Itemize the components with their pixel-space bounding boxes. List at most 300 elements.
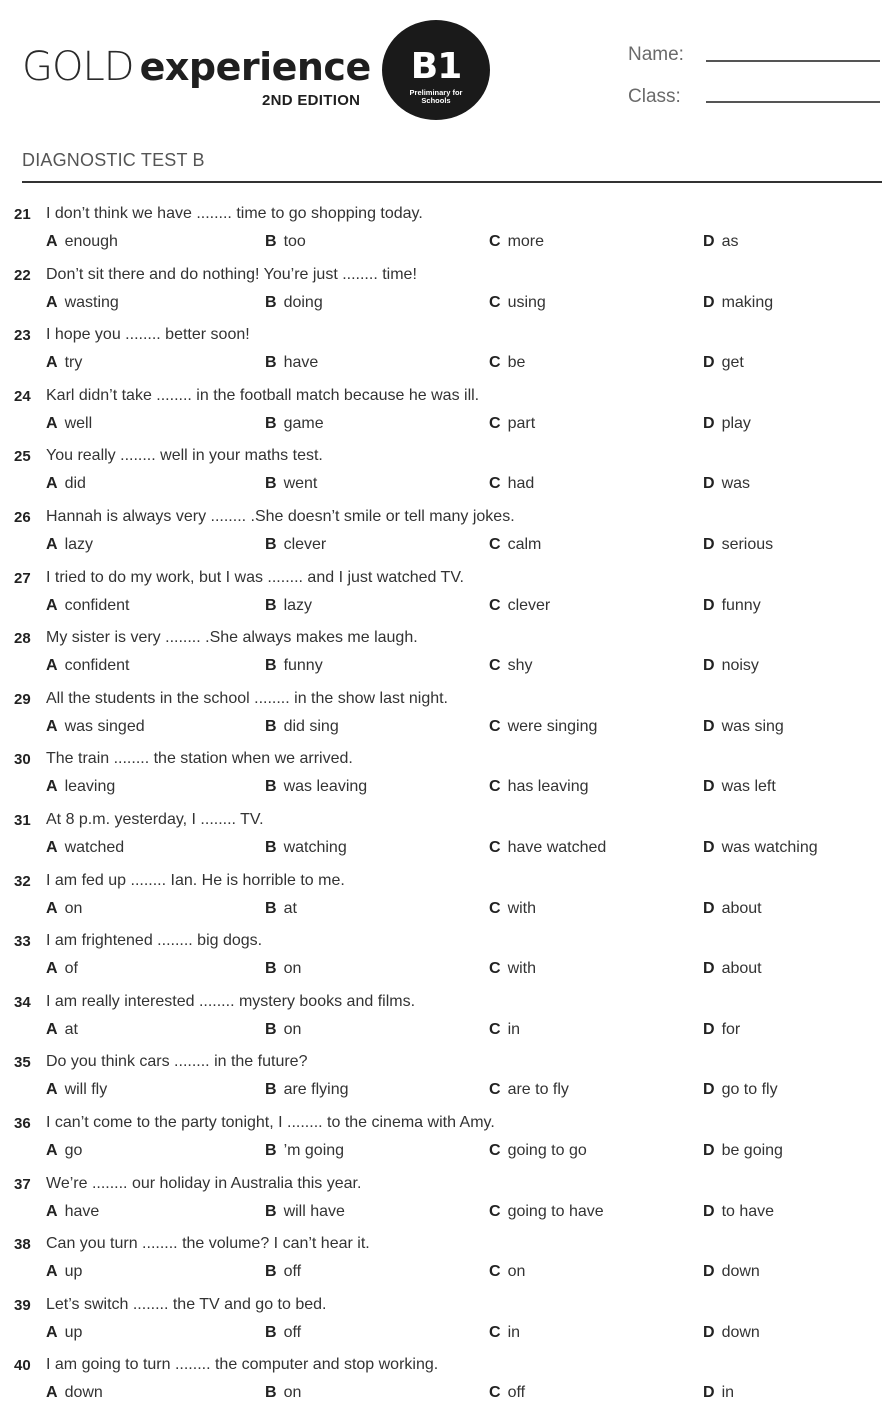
option-text: are to fly bbox=[507, 1081, 569, 1099]
option-b[interactable] bbox=[265, 597, 312, 615]
option-letter: A bbox=[46, 1384, 58, 1402]
option-letter: B bbox=[265, 1323, 277, 1341]
option-text: clever bbox=[283, 535, 327, 553]
question-text: Hannah is always very ........ .She doesn’t smile or tell many jokes. bbox=[46, 507, 515, 525]
edition-label: 2ND EDITION bbox=[262, 92, 361, 109]
option-d[interactable] bbox=[703, 1203, 774, 1221]
level-badge bbox=[382, 20, 490, 120]
option-text: confident bbox=[64, 657, 130, 675]
question-number: 31 bbox=[14, 811, 31, 829]
option-letter: C bbox=[489, 414, 501, 432]
badge-subtitle: Preliminary for Schools bbox=[409, 88, 463, 105]
option-text: have watched bbox=[507, 838, 607, 856]
option-a[interactable] bbox=[46, 1081, 107, 1099]
option-a[interactable] bbox=[46, 536, 93, 554]
option-letter: B bbox=[265, 1202, 277, 1220]
question-item bbox=[0, 747, 882, 808]
brand-experience: experience bbox=[139, 45, 371, 89]
option-text: are flying bbox=[283, 1081, 349, 1099]
option-d[interactable] bbox=[703, 657, 759, 675]
option-text: play bbox=[721, 414, 751, 432]
option-letter: B bbox=[265, 414, 277, 432]
option-a[interactable] bbox=[46, 294, 119, 312]
option-text: did sing bbox=[283, 717, 339, 735]
option-d[interactable] bbox=[703, 354, 744, 372]
option-b[interactable] bbox=[265, 475, 317, 493]
option-text: were singing bbox=[507, 717, 598, 735]
option-text: in bbox=[721, 1384, 735, 1402]
option-letter: C bbox=[489, 1263, 501, 1281]
option-letter: D bbox=[703, 1384, 715, 1402]
question-text: I am going to turn ........ the computer and stop working. bbox=[46, 1356, 439, 1374]
question-item bbox=[0, 1050, 882, 1111]
option-c[interactable] bbox=[489, 354, 525, 372]
option-letter: C bbox=[489, 535, 501, 553]
question-item bbox=[0, 1353, 882, 1414]
option-letter: C bbox=[489, 778, 501, 796]
question-text: You really ........ well in your maths test. bbox=[46, 447, 323, 465]
option-letter: C bbox=[489, 475, 501, 493]
option-letter: C bbox=[489, 657, 501, 675]
option-letter: B bbox=[265, 657, 277, 675]
question-number: 36 bbox=[14, 1114, 31, 1132]
option-letter: B bbox=[265, 778, 277, 796]
option-text: funny bbox=[283, 657, 323, 675]
option-a[interactable] bbox=[46, 1142, 82, 1160]
question-text: I am frightened ........ big dogs. bbox=[46, 932, 263, 950]
option-letter: D bbox=[703, 354, 715, 372]
option-text: get bbox=[721, 354, 744, 372]
option-text: watching bbox=[283, 838, 347, 856]
option-letter: B bbox=[265, 960, 277, 978]
option-c[interactable] bbox=[489, 1384, 525, 1402]
question-text: I tried to do my work, but I was ........ and I just watched TV. bbox=[46, 568, 464, 586]
option-letter: B bbox=[265, 535, 277, 553]
option-a[interactable] bbox=[46, 475, 86, 493]
option-c[interactable] bbox=[489, 294, 546, 312]
option-letter: C bbox=[489, 960, 501, 978]
question-item bbox=[0, 626, 882, 687]
option-text: at bbox=[64, 1020, 78, 1038]
option-letter: C bbox=[489, 596, 501, 614]
option-text: enough bbox=[64, 233, 118, 250]
option-letter: D bbox=[703, 293, 715, 311]
option-a[interactable] bbox=[46, 354, 82, 372]
option-text: game bbox=[283, 414, 324, 432]
option-text: went bbox=[283, 475, 318, 493]
option-a[interactable] bbox=[46, 960, 78, 978]
option-letter: B bbox=[265, 354, 277, 372]
option-d[interactable] bbox=[703, 415, 751, 433]
option-text: watched bbox=[64, 838, 125, 856]
question-number: 38 bbox=[14, 1236, 31, 1254]
option-d[interactable] bbox=[703, 475, 750, 493]
option-letter: A bbox=[46, 596, 58, 614]
option-a[interactable] bbox=[46, 597, 130, 615]
option-b[interactable] bbox=[265, 1384, 301, 1402]
option-c[interactable] bbox=[489, 233, 544, 251]
option-text: has leaving bbox=[507, 778, 589, 796]
option-letter: A bbox=[46, 717, 58, 735]
option-c[interactable] bbox=[489, 1263, 525, 1281]
question-item bbox=[0, 1111, 882, 1172]
option-text: going to go bbox=[507, 1141, 587, 1159]
question-text: My sister is very ........ .She always makes me laugh. bbox=[46, 629, 418, 647]
option-b[interactable] bbox=[265, 718, 339, 736]
option-text: was singed bbox=[64, 717, 145, 735]
option-text: going to have bbox=[507, 1202, 604, 1220]
option-text: to have bbox=[721, 1202, 775, 1220]
option-letter: A bbox=[46, 354, 58, 372]
option-letter: A bbox=[46, 960, 58, 978]
option-d[interactable] bbox=[703, 1021, 740, 1039]
option-letter: A bbox=[46, 778, 58, 796]
option-b[interactable] bbox=[265, 900, 297, 918]
option-d[interactable] bbox=[703, 294, 773, 312]
option-letter: D bbox=[703, 899, 715, 917]
option-text: confident bbox=[64, 596, 130, 614]
option-text: was left bbox=[721, 778, 776, 796]
option-c[interactable] bbox=[489, 1021, 520, 1039]
option-text: as bbox=[721, 233, 739, 250]
option-text: using bbox=[507, 293, 546, 311]
option-text: was sing bbox=[721, 717, 784, 735]
option-text: in bbox=[507, 1323, 521, 1341]
option-letter: C bbox=[489, 233, 501, 250]
option-text: was leaving bbox=[283, 778, 368, 796]
option-a[interactable] bbox=[46, 1021, 78, 1039]
option-letter: D bbox=[703, 657, 715, 675]
option-c[interactable] bbox=[489, 839, 606, 857]
option-b[interactable] bbox=[265, 1142, 344, 1160]
option-letter: D bbox=[703, 1081, 715, 1099]
option-c[interactable] bbox=[489, 1142, 587, 1160]
option-letter: C bbox=[489, 1323, 501, 1341]
option-d[interactable] bbox=[703, 1263, 760, 1281]
option-c[interactable] bbox=[489, 778, 589, 796]
option-b[interactable] bbox=[265, 1021, 301, 1039]
question-number: 28 bbox=[14, 630, 31, 648]
question-list bbox=[0, 202, 882, 1414]
option-d[interactable] bbox=[703, 960, 762, 978]
option-text: making bbox=[721, 293, 774, 311]
option-text: ’m going bbox=[283, 1141, 345, 1159]
option-letter: B bbox=[265, 899, 277, 917]
option-b[interactable] bbox=[265, 1081, 348, 1099]
option-text: on bbox=[283, 1020, 302, 1038]
question-item bbox=[0, 990, 882, 1051]
question-item bbox=[0, 323, 882, 384]
question-number: 29 bbox=[14, 690, 31, 708]
option-letter: B bbox=[265, 1020, 277, 1038]
option-letter: D bbox=[703, 1020, 715, 1038]
option-text: try bbox=[64, 354, 83, 372]
option-text: at bbox=[283, 899, 297, 917]
option-text: on bbox=[283, 1384, 302, 1402]
question-number: 24 bbox=[14, 387, 31, 405]
option-a[interactable] bbox=[46, 778, 115, 796]
option-text: down bbox=[721, 1323, 760, 1341]
option-text: off bbox=[283, 1263, 302, 1281]
question-number: 30 bbox=[14, 751, 31, 769]
option-text: up bbox=[64, 1263, 83, 1281]
option-letter: B bbox=[265, 717, 277, 735]
option-d[interactable] bbox=[703, 778, 776, 796]
question-item bbox=[0, 869, 882, 930]
option-letter: A bbox=[46, 233, 58, 250]
option-c[interactable] bbox=[489, 657, 532, 675]
class-label: Class: bbox=[628, 86, 681, 107]
option-c[interactable] bbox=[489, 1081, 569, 1099]
option-letter: D bbox=[703, 1141, 715, 1159]
option-letter: A bbox=[46, 475, 58, 493]
option-b[interactable] bbox=[265, 354, 318, 372]
question-number: 27 bbox=[14, 569, 31, 587]
option-letter: A bbox=[46, 414, 58, 432]
option-b[interactable] bbox=[265, 839, 347, 857]
option-c[interactable] bbox=[489, 597, 550, 615]
option-a[interactable] bbox=[46, 1384, 103, 1402]
option-letter: C bbox=[489, 354, 501, 372]
question-item bbox=[0, 687, 882, 748]
option-letter: D bbox=[703, 535, 715, 553]
option-letter: D bbox=[703, 1263, 715, 1281]
option-letter: B bbox=[265, 1141, 277, 1159]
option-letter: D bbox=[703, 1202, 715, 1220]
question-number: 23 bbox=[14, 327, 31, 345]
option-letter: C bbox=[489, 1141, 501, 1159]
question-number: 26 bbox=[14, 508, 31, 526]
option-b[interactable] bbox=[265, 415, 324, 433]
option-letter: C bbox=[489, 1020, 501, 1038]
option-text: be going bbox=[721, 1141, 783, 1159]
question-text: I don’t think we have ........ time to go shopping today. bbox=[46, 205, 423, 222]
option-text: clever bbox=[507, 596, 551, 614]
question-number: 33 bbox=[14, 933, 31, 951]
question-number: 40 bbox=[14, 1357, 31, 1375]
question-number: 22 bbox=[14, 266, 31, 284]
option-c[interactable] bbox=[489, 900, 536, 918]
option-letter: A bbox=[46, 838, 58, 856]
option-letter: A bbox=[46, 293, 58, 311]
option-a[interactable] bbox=[46, 900, 82, 918]
option-a[interactable] bbox=[46, 657, 130, 675]
option-text: on bbox=[64, 899, 83, 917]
option-c[interactable] bbox=[489, 415, 535, 433]
option-letter: D bbox=[703, 838, 715, 856]
option-letter: D bbox=[703, 1323, 715, 1341]
option-c[interactable] bbox=[489, 718, 597, 736]
option-b[interactable] bbox=[265, 294, 323, 312]
option-letter: A bbox=[46, 1081, 58, 1099]
question-text: Don’t sit there and do nothing! You’re just ........ time! bbox=[46, 265, 417, 283]
option-d[interactable] bbox=[703, 1384, 734, 1402]
option-b[interactable] bbox=[265, 657, 323, 675]
option-text: well bbox=[64, 414, 93, 432]
option-d[interactable] bbox=[703, 597, 761, 615]
page-header bbox=[0, 0, 882, 190]
option-c[interactable] bbox=[489, 1324, 520, 1342]
question-item bbox=[0, 202, 882, 263]
option-letter: D bbox=[703, 717, 715, 735]
option-text: serious bbox=[721, 535, 774, 553]
option-text: will have bbox=[283, 1202, 345, 1220]
option-letter: C bbox=[489, 1202, 501, 1220]
option-letter: A bbox=[46, 1141, 58, 1159]
option-b[interactable] bbox=[265, 1324, 301, 1342]
option-text: did bbox=[64, 475, 86, 493]
option-b[interactable] bbox=[265, 1203, 345, 1221]
option-letter: B bbox=[265, 1081, 277, 1099]
question-item bbox=[0, 1172, 882, 1233]
option-text: funny bbox=[721, 596, 761, 614]
question-text: All the students in the school ........ in the show last night. bbox=[46, 689, 448, 707]
question-item bbox=[0, 808, 882, 869]
option-letter: B bbox=[265, 233, 277, 250]
question-text: Do you think cars ........ in the future? bbox=[46, 1053, 308, 1071]
option-letter: A bbox=[46, 657, 58, 675]
option-text: shy bbox=[507, 657, 533, 675]
option-c[interactable] bbox=[489, 960, 536, 978]
option-b[interactable] bbox=[265, 960, 301, 978]
option-text: of bbox=[64, 960, 78, 978]
option-d[interactable] bbox=[703, 1324, 760, 1342]
question-text: Can you turn ........ the volume? I can’t hear it. bbox=[46, 1235, 370, 1253]
option-text: too bbox=[283, 233, 306, 250]
option-text: had bbox=[507, 475, 535, 493]
option-d[interactable] bbox=[703, 1081, 778, 1099]
option-letter: C bbox=[489, 717, 501, 735]
option-c[interactable] bbox=[489, 1203, 604, 1221]
option-text: with bbox=[507, 899, 537, 917]
option-text: part bbox=[507, 414, 536, 432]
option-d[interactable] bbox=[703, 1142, 783, 1160]
option-d[interactable] bbox=[703, 718, 784, 736]
option-text: leaving bbox=[64, 778, 116, 796]
option-text: up bbox=[64, 1323, 83, 1341]
option-a[interactable] bbox=[46, 1203, 99, 1221]
option-text: calm bbox=[507, 535, 542, 553]
option-text: with bbox=[507, 960, 537, 978]
option-text: on bbox=[507, 1263, 526, 1281]
option-text: in bbox=[507, 1020, 521, 1038]
option-d[interactable] bbox=[703, 536, 773, 554]
question-text: The train ........ the station when we arrived. bbox=[46, 750, 353, 768]
option-letter: A bbox=[46, 899, 58, 917]
question-text: I hope you ........ better soon! bbox=[46, 326, 250, 344]
option-letter: D bbox=[703, 475, 715, 493]
option-a[interactable] bbox=[46, 1324, 82, 1342]
option-text: for bbox=[721, 1020, 741, 1038]
option-text: was watching bbox=[721, 838, 818, 856]
question-item bbox=[0, 263, 882, 324]
option-letter: B bbox=[265, 838, 277, 856]
option-letter: C bbox=[489, 1384, 501, 1402]
option-letter: A bbox=[46, 1020, 58, 1038]
option-text: lazy bbox=[283, 596, 313, 614]
option-text: doing bbox=[283, 293, 323, 311]
question-number: 21 bbox=[14, 206, 31, 223]
option-letter: D bbox=[703, 233, 715, 250]
option-letter: C bbox=[489, 838, 501, 856]
question-text: I can’t come to the party tonight, I ........ to the cinema with Amy. bbox=[46, 1113, 495, 1131]
option-b[interactable] bbox=[265, 778, 367, 796]
option-text: was bbox=[721, 475, 751, 493]
question-item bbox=[0, 505, 882, 566]
option-text: about bbox=[721, 960, 762, 978]
option-b[interactable] bbox=[265, 1263, 301, 1281]
question-number: 35 bbox=[14, 1054, 31, 1072]
option-text: off bbox=[283, 1323, 302, 1341]
option-c[interactable] bbox=[489, 475, 534, 493]
option-letter: B bbox=[265, 1384, 277, 1402]
question-text: I am really interested ........ mystery books and films. bbox=[46, 992, 416, 1010]
option-letter: D bbox=[703, 960, 715, 978]
option-letter: A bbox=[46, 1323, 58, 1341]
question-text: At 8 p.m. yesterday, I ........ TV. bbox=[46, 810, 264, 828]
option-a[interactable] bbox=[46, 839, 124, 857]
option-d[interactable] bbox=[703, 839, 818, 857]
option-letter: B bbox=[265, 1263, 277, 1281]
option-text: noisy bbox=[721, 657, 759, 675]
option-a[interactable] bbox=[46, 1263, 82, 1281]
option-b[interactable] bbox=[265, 233, 306, 251]
question-text: I am fed up ........ Ian. He is horrible to me. bbox=[46, 871, 345, 889]
brand-gold: GOLD bbox=[22, 44, 134, 90]
option-text: go bbox=[64, 1141, 83, 1159]
option-text: lazy bbox=[64, 535, 94, 553]
option-text: down bbox=[721, 1263, 760, 1281]
name-line[interactable] bbox=[706, 60, 880, 62]
question-number: 32 bbox=[14, 872, 31, 890]
option-d[interactable] bbox=[703, 900, 762, 918]
brand-logo bbox=[22, 44, 371, 90]
question-item bbox=[0, 1232, 882, 1293]
option-letter: C bbox=[489, 1081, 501, 1099]
option-d[interactable] bbox=[703, 233, 738, 251]
option-a[interactable] bbox=[46, 718, 145, 736]
option-c[interactable] bbox=[489, 536, 541, 554]
option-a[interactable] bbox=[46, 415, 92, 433]
question-number: 25 bbox=[14, 448, 31, 466]
question-text: We’re ........ our holiday in Australia this year. bbox=[46, 1174, 362, 1192]
question-item bbox=[0, 929, 882, 990]
option-text: go to fly bbox=[721, 1081, 778, 1099]
option-text: down bbox=[64, 1384, 103, 1402]
question-item bbox=[0, 444, 882, 505]
question-item bbox=[0, 384, 882, 445]
name-label: Name: bbox=[628, 44, 684, 65]
question-number: 34 bbox=[14, 993, 31, 1011]
option-text: have bbox=[64, 1202, 100, 1220]
option-letter: B bbox=[265, 475, 277, 493]
option-letter: D bbox=[703, 596, 715, 614]
option-letter: C bbox=[489, 899, 501, 917]
question-item bbox=[0, 566, 882, 627]
option-text: more bbox=[507, 233, 545, 250]
class-line[interactable] bbox=[706, 101, 880, 103]
option-b[interactable] bbox=[265, 536, 326, 554]
option-text: have bbox=[283, 354, 319, 372]
option-letter: D bbox=[703, 778, 715, 796]
question-text: Let’s switch ........ the TV and go to bed. bbox=[46, 1295, 327, 1313]
option-letter: B bbox=[265, 293, 277, 311]
option-a[interactable] bbox=[46, 233, 118, 251]
test-title: DIAGNOSTIC TEST B bbox=[22, 150, 205, 170]
option-text: wasting bbox=[64, 293, 119, 311]
badge-level: B1 bbox=[410, 46, 462, 87]
option-text: off bbox=[507, 1384, 526, 1402]
